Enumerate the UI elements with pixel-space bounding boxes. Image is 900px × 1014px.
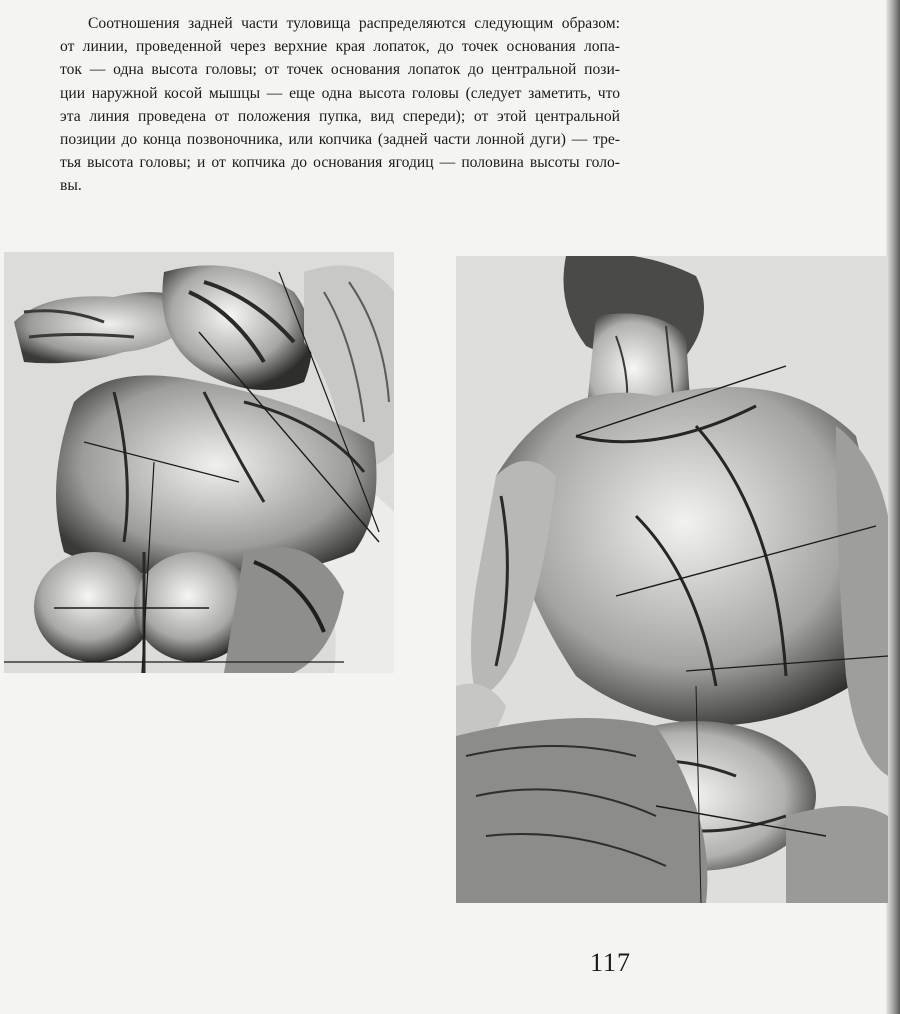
paragraph-line: эта линия проведена от положения пупка, вид спереди); от этой центральной xyxy=(60,107,620,125)
paragraph-line: ток — одна высота головы; от точек основания лопаток до центральной пози- xyxy=(60,61,620,79)
anatomy-drawing-crouching-back xyxy=(4,252,394,673)
crouching-back-sketch xyxy=(4,252,394,673)
paragraph-line: вы. xyxy=(60,177,82,195)
paragraph-line: ции наружной косой мышцы — еще одна высота головы (следует заметить, что xyxy=(60,84,620,102)
page-number: 117 xyxy=(590,948,632,977)
paragraph-line: позиции до конца позвоночника, или копчика (задней части лонной дуги) — тре- xyxy=(60,130,620,148)
page-edge-shadow xyxy=(886,0,900,1014)
paragraph-line: от линии, проведенной через верхние края лопаток, до точек основания лопа- xyxy=(60,38,620,56)
paragraph-line: Соотношения задней части туловища распределяются следующим образом: xyxy=(88,15,620,32)
seated-back-sketch xyxy=(456,256,888,903)
paragraph-line: тья высота головы; и от копчика до основания ягодиц — половина высоты голо- xyxy=(60,154,620,172)
body-paragraph xyxy=(60,12,620,198)
anatomy-drawing-seated-back xyxy=(456,256,888,903)
